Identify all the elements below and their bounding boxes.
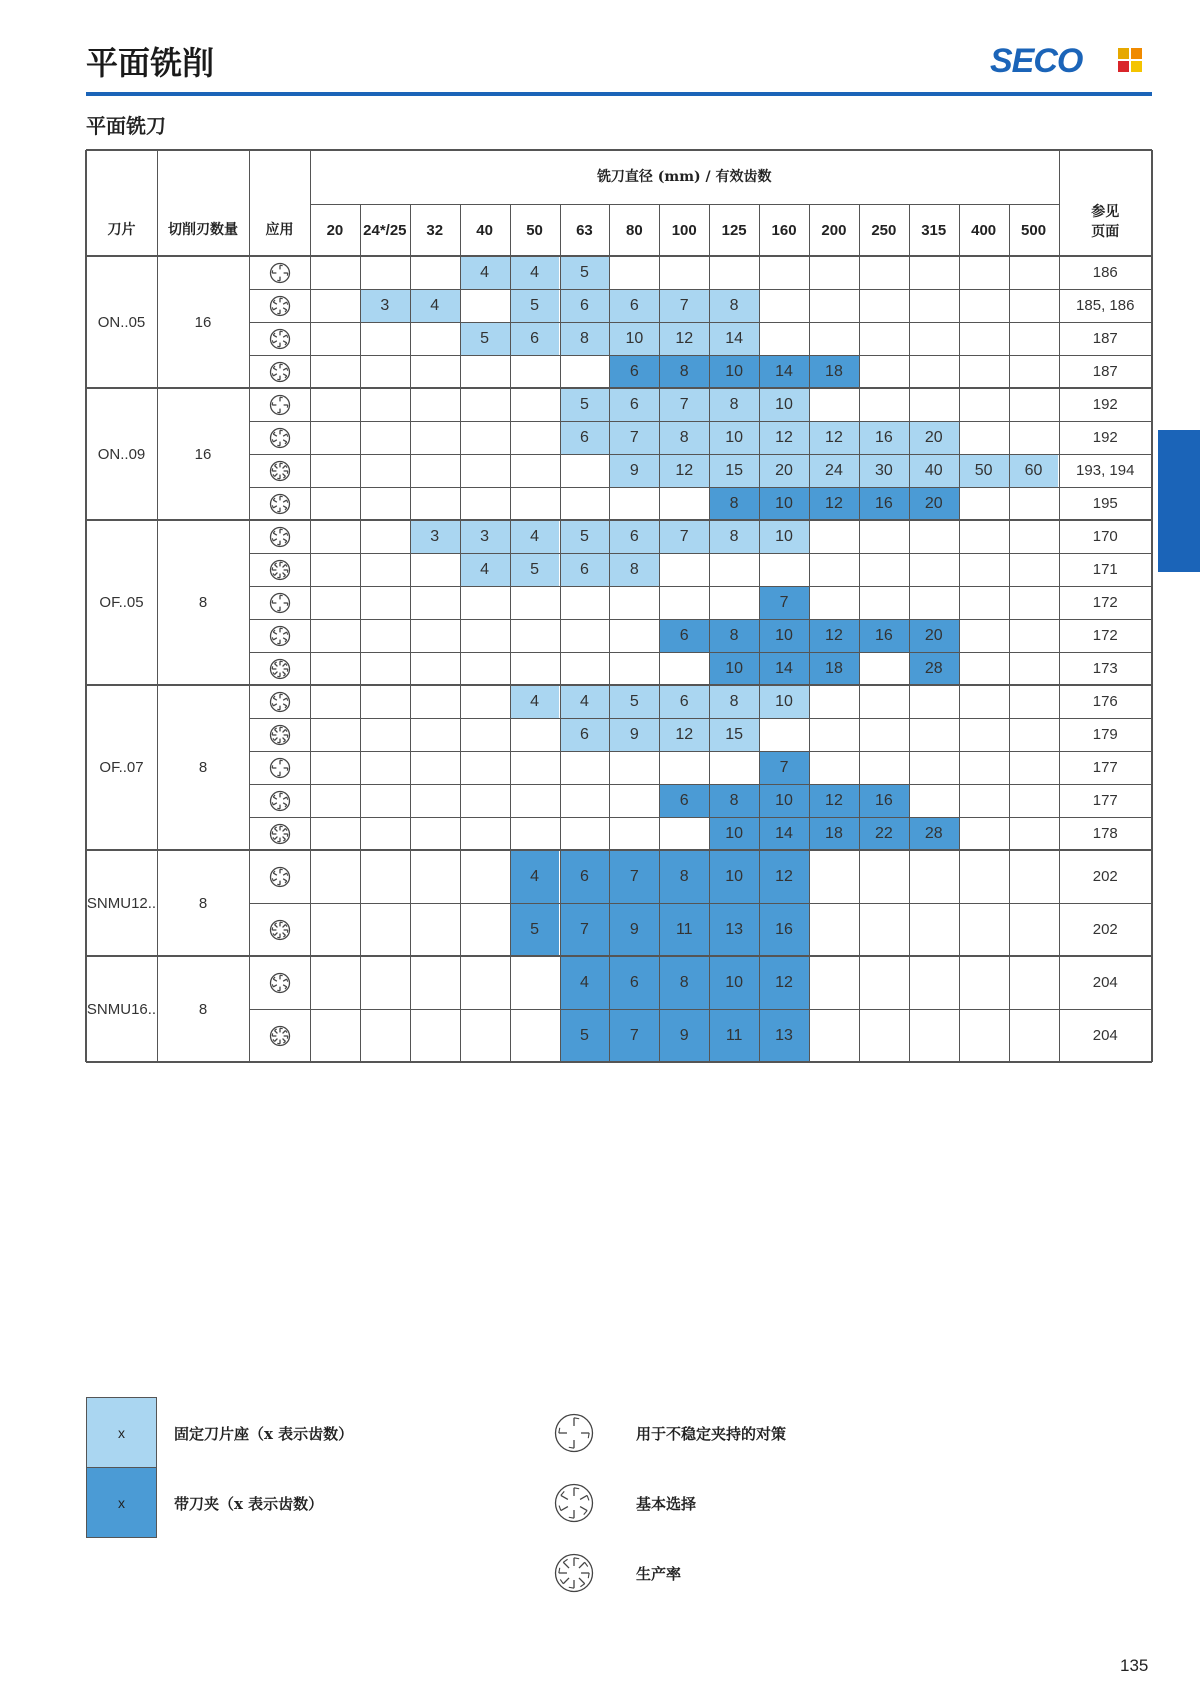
header-edges: 切削刃数量 (168, 222, 238, 238)
cutting-edges-count: 8 (198, 759, 208, 776)
reference-page: 192 (1092, 429, 1118, 446)
legend-light-swatch-symbol: x (118, 1424, 125, 1441)
grid-line (909, 204, 910, 1062)
grid-line (249, 619, 1152, 620)
header-diameter: 50 (526, 221, 543, 239)
teeth-cell: 13 (759, 1009, 809, 1062)
teeth-cell: 10 (609, 322, 659, 355)
teeth-cell: 5 (560, 388, 610, 421)
teeth-cell: 50 (959, 454, 1009, 487)
reference-page: 204 (1092, 1027, 1118, 1044)
header-diameter: 20 (326, 221, 344, 239)
header-diameter: 315 (921, 221, 947, 239)
teeth-cell: 15 (709, 718, 759, 751)
teeth-cell: 12 (759, 421, 809, 454)
teeth-cell: 3 (460, 520, 510, 553)
teeth-cell: 10 (759, 784, 809, 817)
grid-line (249, 751, 1152, 752)
header-rule (86, 92, 1152, 96)
grid-line (809, 204, 810, 1062)
reference-page: 172 (1092, 594, 1118, 611)
grid-line (410, 204, 411, 1062)
coarse-pitch-icon (249, 256, 310, 289)
teeth-cell: 20 (759, 454, 809, 487)
teeth-cell: 11 (709, 1009, 759, 1062)
teeth-cell: 4 (460, 256, 510, 289)
teeth-cell: 4 (560, 956, 610, 1009)
header-diameter: 80 (625, 221, 643, 239)
teeth-cell: 8 (709, 685, 759, 718)
teeth-cell: 10 (759, 619, 809, 652)
teeth-cell: 13 (709, 903, 759, 956)
grid-line (609, 204, 610, 1062)
teeth-cell: 8 (709, 388, 759, 421)
fine-pitch-icon (249, 903, 310, 956)
teeth-cell: 6 (659, 784, 709, 817)
teeth-cell: 30 (859, 454, 909, 487)
teeth-cell: 12 (809, 619, 859, 652)
header-diameter: 32 (426, 221, 444, 239)
teeth-cell: 15 (709, 454, 759, 487)
teeth-cell: 4 (510, 256, 560, 289)
normal-pitch-icon (249, 355, 310, 388)
reference-page: 193, 194 (1076, 462, 1135, 479)
teeth-cell: 8 (709, 784, 759, 817)
teeth-cell: 16 (859, 487, 909, 520)
teeth-cell: 8 (709, 619, 759, 652)
teeth-cell: 5 (560, 1009, 610, 1062)
teeth-cell: 10 (709, 652, 759, 685)
coarse-pitch-icon (249, 388, 310, 421)
fine-pitch-icon (249, 718, 310, 751)
teeth-cell: 5 (560, 520, 610, 553)
teeth-cell: 10 (759, 487, 809, 520)
teeth-cell: 7 (609, 1009, 659, 1062)
teeth-cell: 6 (609, 520, 659, 553)
grid-line (86, 519, 1152, 521)
teeth-cell: 3 (360, 289, 410, 322)
teeth-cell: 14 (759, 652, 809, 685)
grid-line (560, 204, 561, 1062)
teeth-cell: 5 (510, 553, 560, 586)
insert-type: OF..05 (99, 594, 144, 611)
teeth-cell: 14 (759, 817, 809, 850)
header-diameter-group: 铣刀直径 (mm) / 有效齿数 (596, 169, 772, 185)
grid-line (1151, 150, 1153, 1062)
teeth-cell: 6 (560, 289, 610, 322)
teeth-cell: 22 (859, 817, 909, 850)
teeth-cell: 4 (510, 850, 560, 903)
header-application: 应用 (265, 222, 294, 238)
grid-line (709, 204, 710, 1062)
insert-type: SNMU12.. (86, 894, 157, 912)
teeth-cell: 8 (709, 487, 759, 520)
cutting-edges-count: 16 (194, 313, 212, 331)
grid-line (249, 487, 1152, 488)
fine-pitch-icon (249, 817, 310, 850)
normal-pitch-icon (249, 619, 310, 652)
teeth-cell: 8 (560, 322, 610, 355)
header-diameter: 125 (721, 221, 747, 239)
teeth-cell: 6 (560, 718, 610, 751)
normal-pitch-icon (249, 520, 310, 553)
cutting-edges-count: 8 (198, 894, 208, 912)
teeth-cell: 6 (609, 355, 659, 388)
legend-dark-label: 带刀夹（x 表示齿数） (174, 1495, 324, 1513)
section-subtitle: 平面铣刀 (86, 114, 166, 138)
page-title: 平面铣削 (86, 44, 215, 82)
reference-page: 187 (1092, 330, 1118, 347)
grid-line (249, 1009, 1152, 1010)
cutting-edges-count: 8 (198, 1000, 208, 1018)
teeth-cell: 28 (909, 817, 959, 850)
teeth-cell: 24 (809, 454, 859, 487)
teeth-cell: 16 (859, 619, 909, 652)
teeth-cell: 8 (709, 520, 759, 553)
teeth-cell: 5 (460, 322, 510, 355)
normal-pitch-icon (249, 850, 310, 903)
legend-dark-swatch (86, 1467, 157, 1538)
header-diameter: 500 (1021, 221, 1047, 239)
grid-line (249, 322, 1152, 323)
teeth-cell: 11 (659, 903, 709, 956)
reference-page: 204 (1092, 974, 1118, 991)
header-diameter: 160 (771, 221, 797, 239)
normal-pitch-icon (249, 685, 310, 718)
grid-line (659, 204, 660, 1062)
coarse-pitch-icon (554, 1413, 594, 1457)
reference-page: 171 (1092, 561, 1118, 578)
grid-line (249, 784, 1152, 785)
grid-line (157, 150, 158, 1062)
legend-normal-label: 基本选择 (636, 1495, 697, 1513)
header-diameter: 400 (971, 221, 997, 239)
teeth-cell: 4 (560, 685, 610, 718)
legend (86, 1397, 1152, 1637)
reference-page: 202 (1092, 868, 1118, 885)
logo-mark-icon (1118, 48, 1142, 72)
insert-type: ON..09 (97, 445, 146, 463)
header-insert: 刀片 (107, 222, 136, 238)
grid-line (86, 149, 1152, 151)
grid-line (249, 817, 1152, 818)
header-reference-page: 参见 页面 (1091, 204, 1120, 240)
logo-text: SECO (990, 42, 1083, 80)
reference-page: 192 (1092, 396, 1118, 413)
teeth-cell: 8 (609, 553, 659, 586)
grid-line (249, 289, 1152, 290)
reference-page: 187 (1092, 363, 1118, 380)
teeth-cell: 40 (909, 454, 959, 487)
teeth-cell: 7 (659, 520, 709, 553)
teeth-cell: 4 (460, 553, 510, 586)
grid-line (86, 387, 1152, 389)
grid-line (249, 553, 1152, 554)
teeth-cell: 5 (609, 685, 659, 718)
reference-page: 195 (1092, 495, 1118, 512)
coarse-pitch-icon (249, 586, 310, 619)
teeth-cell: 8 (659, 421, 709, 454)
teeth-cell: 7 (609, 850, 659, 903)
grid-line (310, 204, 1059, 205)
teeth-cell: 60 (1009, 454, 1059, 487)
teeth-cell: 10 (759, 388, 809, 421)
reference-page: 173 (1092, 660, 1118, 677)
grid-line (310, 150, 311, 1062)
grid-line (510, 204, 511, 1062)
teeth-cell: 8 (709, 289, 759, 322)
fine-pitch-icon (249, 553, 310, 586)
grid-line (86, 255, 1152, 257)
teeth-cell: 20 (909, 421, 959, 454)
teeth-cell: 6 (560, 850, 610, 903)
teeth-cell: 8 (659, 956, 709, 1009)
cutter-selection-table (86, 150, 1152, 1066)
normal-pitch-icon (249, 784, 310, 817)
grid-line (86, 1061, 1152, 1063)
normal-pitch-icon (249, 322, 310, 355)
teeth-cell: 9 (609, 903, 659, 956)
teeth-cell: 12 (659, 322, 709, 355)
teeth-cell: 7 (659, 289, 709, 322)
fine-pitch-icon (249, 1009, 310, 1062)
teeth-cell: 10 (709, 956, 759, 1009)
legend-fine-label: 生产率 (636, 1565, 682, 1583)
teeth-cell: 7 (609, 421, 659, 454)
header-diameter: 200 (821, 221, 847, 239)
grid-line (1009, 204, 1010, 1062)
teeth-cell: 12 (809, 784, 859, 817)
grid-line (249, 150, 250, 1062)
insert-type: SNMU16.. (86, 1000, 157, 1018)
reference-page: 177 (1092, 759, 1118, 776)
teeth-cell: 6 (609, 289, 659, 322)
teeth-cell: 4 (510, 520, 560, 553)
teeth-cell: 10 (709, 850, 759, 903)
teeth-cell: 9 (609, 454, 659, 487)
fine-pitch-icon (554, 1553, 594, 1597)
teeth-cell: 6 (659, 619, 709, 652)
teeth-cell: 18 (809, 817, 859, 850)
grid-line (86, 849, 1152, 851)
teeth-cell: 7 (759, 751, 809, 784)
teeth-cell: 18 (809, 652, 859, 685)
grid-line (249, 652, 1152, 653)
teeth-cell: 12 (809, 487, 859, 520)
teeth-cell: 10 (759, 685, 809, 718)
grid-line (249, 355, 1152, 356)
teeth-cell: 8 (659, 850, 709, 903)
normal-pitch-icon (554, 1483, 594, 1527)
header-diameter: 100 (671, 221, 697, 239)
grid-line (859, 204, 860, 1062)
reference-page: 176 (1092, 693, 1118, 710)
grid-line (249, 454, 1152, 455)
normal-pitch-icon (249, 956, 310, 1009)
page-number: 135 (1120, 1656, 1149, 1675)
insert-type: ON..05 (97, 313, 146, 331)
teeth-cell: 3 (410, 520, 460, 553)
reference-page: 177 (1092, 792, 1118, 809)
teeth-cell: 6 (510, 322, 560, 355)
grid-line (759, 204, 760, 1062)
grid-line (86, 955, 1152, 957)
grid-line (85, 150, 87, 1062)
teeth-cell: 7 (560, 903, 610, 956)
teeth-cell: 5 (560, 256, 610, 289)
normal-pitch-icon (249, 421, 310, 454)
chapter-side-tab (1158, 430, 1200, 572)
grid-line (959, 204, 960, 1062)
teeth-cell: 6 (560, 553, 610, 586)
reference-page: 178 (1092, 825, 1118, 842)
teeth-cell: 6 (609, 388, 659, 421)
teeth-cell: 12 (659, 718, 709, 751)
normal-pitch-icon (249, 487, 310, 520)
teeth-cell: 9 (659, 1009, 709, 1062)
teeth-cell: 16 (859, 421, 909, 454)
grid-line (249, 421, 1152, 422)
teeth-cell: 7 (759, 586, 809, 619)
legend-coarse-label: 用于不稳定夹持的对策 (636, 1425, 787, 1443)
seco-logo (990, 44, 1142, 78)
reference-page: 179 (1092, 726, 1118, 743)
teeth-cell: 14 (759, 355, 809, 388)
teeth-cell: 14 (709, 322, 759, 355)
teeth-cell: 12 (759, 956, 809, 1009)
reference-page: 202 (1092, 921, 1118, 938)
teeth-cell: 8 (659, 355, 709, 388)
grid-line (249, 586, 1152, 587)
teeth-cell: 4 (510, 685, 560, 718)
teeth-cell: 10 (709, 421, 759, 454)
fine-pitch-icon (249, 652, 310, 685)
teeth-cell: 20 (909, 487, 959, 520)
grid-line (249, 718, 1152, 719)
teeth-cell: 16 (759, 903, 809, 956)
teeth-cell: 7 (659, 388, 709, 421)
reference-page: 172 (1092, 627, 1118, 644)
grid-line (249, 903, 1152, 904)
teeth-cell: 10 (709, 355, 759, 388)
legend-light-swatch (86, 1397, 157, 1468)
teeth-cell: 12 (759, 850, 809, 903)
teeth-cell: 12 (809, 421, 859, 454)
teeth-cell: 5 (510, 903, 560, 956)
grid-line (460, 204, 461, 1062)
teeth-cell: 9 (609, 718, 659, 751)
grid-line (1059, 150, 1060, 1062)
header-diameter: 63 (576, 221, 593, 239)
legend-light-label: 固定刀片座（x 表示齿数） (174, 1425, 354, 1443)
cutting-edges-count: 16 (194, 445, 212, 463)
legend-dark-swatch-symbol: x (118, 1494, 125, 1511)
normal-pitch-icon (249, 289, 310, 322)
cutting-edges-count: 8 (198, 594, 208, 611)
teeth-cell: 10 (759, 520, 809, 553)
reference-page: 186 (1092, 264, 1118, 281)
reference-page: 185, 186 (1076, 297, 1135, 314)
grid-line (360, 204, 361, 1062)
grid-line (86, 684, 1152, 686)
teeth-cell: 6 (560, 421, 610, 454)
teeth-cell: 18 (809, 355, 859, 388)
teeth-cell: 6 (609, 956, 659, 1009)
teeth-cell: 6 (659, 685, 709, 718)
header-diameter: 250 (871, 221, 897, 239)
header-diameter: 24*/25 (363, 221, 407, 239)
teeth-cell: 5 (510, 289, 560, 322)
insert-type: OF..07 (99, 759, 144, 776)
teeth-cell: 10 (709, 817, 759, 850)
header-diameter: 40 (476, 221, 493, 239)
teeth-cell: 4 (410, 289, 460, 322)
teeth-cell: 28 (909, 652, 959, 685)
teeth-cell: 20 (909, 619, 959, 652)
reference-page: 170 (1092, 528, 1118, 545)
coarse-pitch-icon (249, 751, 310, 784)
teeth-cell: 12 (659, 454, 709, 487)
fine-pitch-icon (249, 454, 310, 487)
teeth-cell: 16 (859, 784, 909, 817)
